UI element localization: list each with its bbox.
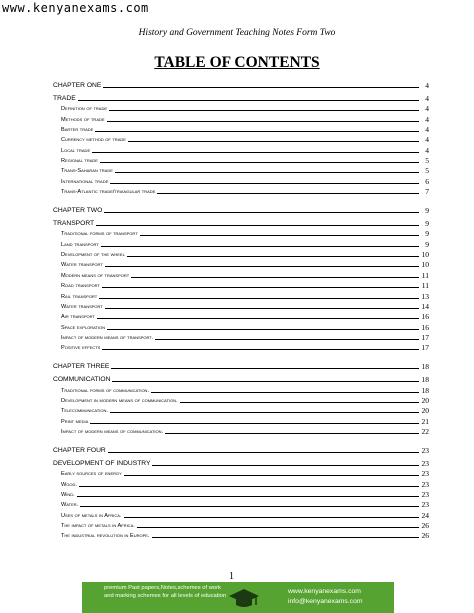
toc-entry-title: DEVELOPMENT OF INDUSTRY — [53, 459, 151, 467]
toc-entry-title: CHAPTER FOUR — [53, 446, 106, 454]
toc-leader — [165, 433, 419, 434]
toc-page-number: 5 — [425, 156, 429, 166]
toc-entry[interactable] — [53, 144, 429, 154]
toc-leader — [103, 87, 419, 88]
toc-entry[interactable] — [53, 509, 429, 519]
toc-chapter-entry[interactable] — [53, 442, 429, 455]
toc-leader — [124, 475, 419, 476]
toc-page-number: 4 — [425, 81, 429, 90]
toc-page-number: 4 — [425, 104, 429, 114]
toc-leader — [111, 368, 419, 369]
toc-entry-title: Water. — [61, 502, 79, 509]
toc-page-number: 13 — [421, 291, 429, 301]
toc-entry-title: Development of the wheel — [61, 252, 125, 259]
toc-entry-title: Space exploration — [61, 324, 106, 331]
toc-page-number: 4 — [425, 125, 429, 135]
toc-entry[interactable] — [53, 280, 429, 290]
toc-page-number: 20 — [421, 406, 429, 416]
toc-chapter-entry[interactable] — [53, 90, 429, 103]
toc-leader — [180, 402, 419, 403]
toc-entry-title: CHAPTER THREE — [53, 363, 110, 371]
toc-page-number: 23 — [421, 469, 429, 479]
toc-leader — [105, 266, 419, 267]
toc-entry-title: Early sources of energy — [61, 471, 122, 478]
toc-leader — [108, 452, 419, 453]
toc-leader — [152, 537, 420, 538]
toc-page-number: 9 — [425, 206, 429, 216]
toc-page-number: 18 — [421, 362, 429, 372]
toc-entry-title: The industrial revolution in Europe. — [61, 533, 150, 540]
toc-entry[interactable] — [53, 520, 429, 530]
toc-page-number: 9 — [425, 229, 429, 239]
toc-entry[interactable] — [53, 124, 429, 134]
toc-page-number: 23 — [421, 479, 429, 489]
toc-entry-title: Regional trade — [61, 158, 98, 165]
toc-page-number: 7 — [425, 187, 429, 197]
toc-entry-title: Local trade — [61, 147, 91, 154]
toc-leader — [107, 121, 419, 122]
toc-entry-title: CHAPTER ONE — [53, 82, 102, 89]
toc-entry[interactable] — [53, 259, 429, 269]
toc-leader — [90, 423, 419, 424]
toc-entry-title: TRANSPORT — [53, 220, 95, 228]
toc-entry[interactable] — [53, 342, 429, 352]
toc-entry[interactable] — [53, 321, 429, 331]
toc-page-number: 17 — [421, 343, 429, 353]
toc-entry[interactable] — [53, 311, 429, 321]
toc-entry[interactable] — [53, 290, 429, 300]
toc-page-number: 22 — [421, 426, 429, 436]
toc-page-number: 24 — [421, 510, 429, 520]
toc-leader — [105, 308, 419, 309]
toc-entry[interactable] — [53, 186, 429, 196]
toc-leader — [101, 246, 419, 247]
toc-chapter-entry[interactable] — [53, 202, 429, 215]
toc-entry-title: Uses of metals in Africa. — [61, 512, 122, 519]
toc-leader — [78, 100, 419, 101]
toc-page-number: 16 — [421, 312, 429, 322]
toc-entry-title: Air transport — [61, 314, 95, 321]
toc-page-number: 20 — [421, 395, 429, 405]
toc-entry-title: Telecommunication. — [61, 408, 108, 415]
toc-page-number: 18 — [421, 385, 429, 395]
toc-page-number: 10 — [421, 250, 429, 260]
footer-email[interactable]: info@kenyanexams.com — [288, 598, 363, 605]
toc-entry[interactable] — [53, 113, 429, 123]
graduation-cap-icon — [228, 586, 260, 610]
toc-leader — [152, 465, 419, 466]
toc-entry-title: TRADE — [53, 95, 76, 102]
toc-entry-title: Trans-Atlantic trade/triangular trade — [61, 189, 156, 196]
toc-entry[interactable] — [53, 384, 429, 394]
toc-leader — [131, 277, 419, 278]
toc-leader — [95, 131, 419, 132]
toc-leader — [79, 486, 419, 487]
toc-entry-title: Barter trade — [61, 127, 94, 134]
toc-entry-title: Water transport — [61, 303, 103, 310]
toc-entry[interactable] — [53, 103, 429, 113]
toc-entry-title: Impact of modern means of communication. — [61, 428, 164, 435]
toc-leader — [157, 193, 419, 194]
footer-url[interactable]: www.kenyanexams.com — [288, 588, 361, 595]
toc-page-number: 26 — [421, 521, 429, 530]
toc-entry-title: The impact of metals in Africa. — [61, 523, 135, 529]
page-title: TABLE OF CONTENTS — [154, 54, 320, 71]
footer-tagline: premium Past papers,Notes,schemes of work and marking schemes for all levels of education — [104, 585, 227, 599]
toc-leader — [137, 527, 419, 528]
toc-page-number: 23 — [421, 458, 429, 468]
toc-entry[interactable] — [53, 395, 429, 405]
toc-leader — [77, 496, 419, 497]
toc-page-number: 11 — [421, 281, 429, 291]
toc-entry[interactable] — [53, 478, 429, 488]
toc-entry-title: Modern means of transport — [61, 272, 130, 279]
toc-entry[interactable] — [53, 175, 429, 185]
toc-entry-title: Land transport — [61, 241, 99, 248]
page-number: 1 — [229, 571, 234, 582]
toc-leader — [109, 110, 419, 111]
toc-entry-title: Water transport — [61, 262, 103, 269]
toc-entry-title: Wood. — [61, 481, 77, 488]
toc-page-number: 4 — [425, 145, 429, 155]
toc-page-number: 4 — [425, 135, 429, 145]
toc-entry-title: Traditional forms of transport — [61, 231, 138, 238]
toc-entry-title: Definition of trade — [61, 106, 108, 113]
toc-page-number: 5 — [425, 166, 429, 176]
toc-leader — [140, 235, 419, 236]
footer-banner — [82, 582, 394, 613]
toc-leader — [112, 381, 419, 382]
toc-page-number: 23 — [421, 489, 429, 499]
toc-leader — [155, 339, 419, 340]
toc-entry[interactable] — [53, 134, 429, 144]
toc-entry-title: Wind. — [61, 491, 75, 498]
toc-leader — [102, 349, 419, 350]
toc-entry-title: Rail transport — [61, 293, 98, 300]
toc-entry-title: CHAPTER TWO — [53, 207, 103, 215]
footer-contacts — [288, 587, 363, 607]
toc-leader — [110, 412, 419, 413]
toc-entry[interactable] — [53, 426, 429, 436]
toc-entry[interactable] — [53, 499, 429, 509]
toc-entry[interactable] — [53, 301, 429, 311]
toc-page-number: 26 — [421, 531, 429, 541]
toc-entry[interactable] — [53, 332, 429, 342]
toc-leader — [124, 517, 420, 518]
toc-entry[interactable] — [53, 249, 429, 259]
toc-page-number: 6 — [425, 176, 429, 186]
site-url: www.kenyanexams.com — [2, 1, 149, 15]
toc-entry[interactable] — [53, 530, 429, 540]
toc-page-number: 11 — [421, 270, 429, 280]
toc-entry[interactable] — [53, 415, 429, 425]
toc-entry-title: COMMUNICATION — [53, 376, 111, 384]
toc-leader — [107, 329, 419, 330]
toc-entry-title: Impact of modern means of transport. — [61, 334, 154, 341]
toc-page-number: 9 — [425, 219, 429, 229]
toc-entry[interactable] — [53, 238, 429, 248]
toc-page-number: 14 — [421, 301, 429, 311]
toc-leader — [104, 212, 419, 213]
toc-entry-title: International trade — [61, 178, 109, 185]
toc-leader — [102, 287, 419, 288]
toc-page-number: 10 — [421, 260, 429, 270]
toc-page-number: 21 — [421, 416, 429, 426]
toc-entry[interactable] — [53, 155, 429, 165]
toc-page-number: 23 — [421, 445, 429, 455]
toc-entry-title: Trans-Saharan trade — [61, 168, 113, 175]
toc-page-number: 18 — [421, 375, 429, 385]
toc-chapter-entry[interactable] — [53, 358, 429, 371]
toc-leader — [110, 183, 419, 184]
running-header: History and Government Teaching Notes Form Two — [138, 28, 336, 38]
toc-leader — [96, 225, 419, 226]
toc-leader — [128, 141, 419, 142]
toc-chapter-entry[interactable] — [53, 215, 429, 228]
toc-entry[interactable] — [53, 405, 429, 415]
toc-page-number: 9 — [425, 239, 429, 249]
toc-entry-title: Traditional forms of communication. — [61, 387, 150, 394]
toc-entry[interactable] — [53, 269, 429, 279]
toc-leader — [80, 506, 419, 507]
toc-leader — [115, 172, 419, 173]
toc-leader — [127, 256, 419, 257]
toc-entry[interactable] — [53, 228, 429, 238]
toc-chapter-entry[interactable] — [53, 371, 429, 384]
toc-page-number: 4 — [425, 114, 429, 124]
toc-leader — [99, 298, 419, 299]
toc-entry-title: Currency method of trade — [61, 137, 126, 144]
toc-entry[interactable] — [53, 489, 429, 499]
toc-entry-title: Methods of trade — [61, 116, 105, 123]
toc-entry-title: Print media — [61, 418, 89, 425]
toc-chapter-entry[interactable] — [53, 455, 429, 468]
toc-entry[interactable] — [53, 165, 429, 175]
toc-leader — [92, 152, 419, 153]
toc-page-number: 23 — [421, 500, 429, 510]
toc-leader — [100, 162, 419, 163]
toc-entry[interactable] — [53, 468, 429, 478]
toc-page-number: 4 — [425, 94, 429, 103]
toc-chapter-entry[interactable] — [53, 77, 429, 90]
toc-page-number: 17 — [421, 332, 429, 342]
toc-leader — [97, 318, 419, 319]
toc-leader — [151, 392, 419, 393]
toc-page-number: 16 — [421, 322, 429, 332]
toc-entry-title: Road transport — [61, 283, 100, 290]
toc-entry-title: Development in modern means of communication. — [61, 397, 178, 404]
table-of-contents — [53, 77, 429, 540]
toc-entry-title: Positive effects — [61, 345, 101, 352]
